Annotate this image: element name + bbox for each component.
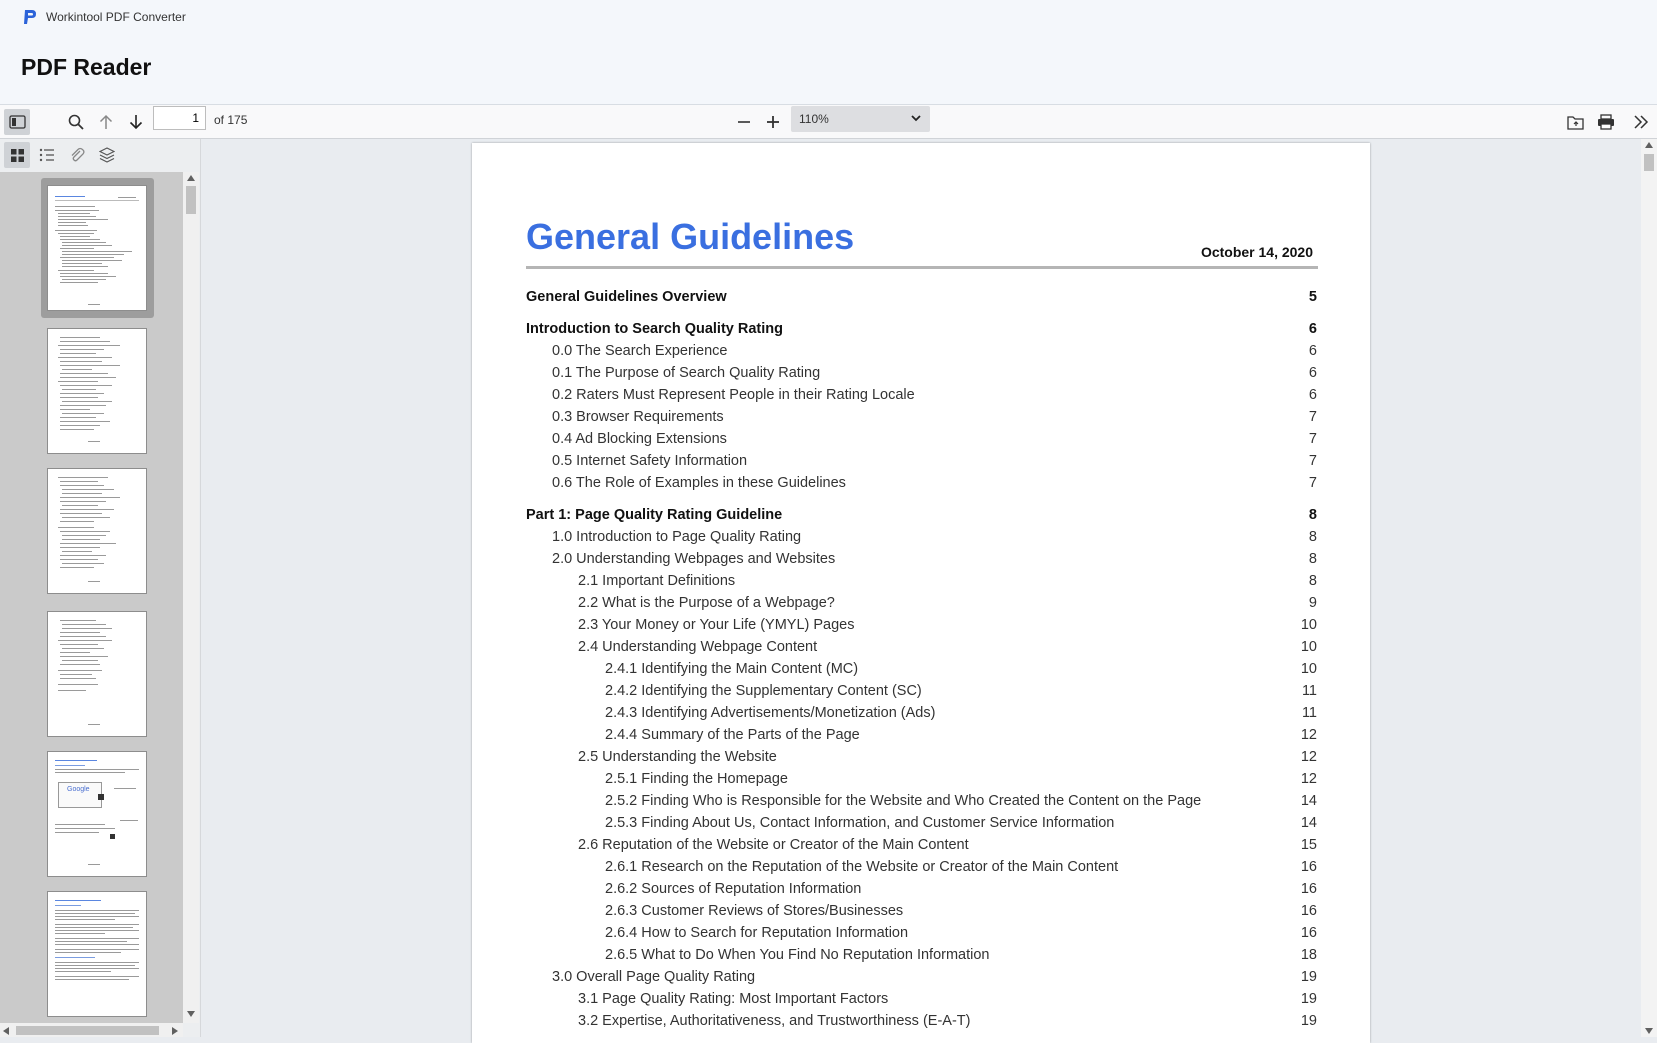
scrollbar-thumb[interactable]: [186, 186, 196, 214]
toc-entry-title: 2.4.2 Identifying the Supplementary Content (SC): [605, 683, 922, 699]
toc-entry-title: 3.1 Page Quality Rating: Most Important Factors: [578, 991, 889, 1007]
toc-entry[interactable]: [472, 859, 1370, 879]
toc-entry-page: 6: [1308, 387, 1317, 403]
toc-entry[interactable]: [472, 969, 1370, 989]
toc-entry-page: 10: [1300, 661, 1317, 677]
previous-page-button[interactable]: [93, 109, 119, 135]
toc-entry-title: 3.0 Overall Page Quality Rating: [552, 969, 756, 985]
toc-entry-title: 2.1 Important Definitions: [578, 573, 736, 589]
toc-entry[interactable]: [472, 837, 1370, 857]
thumbnail-page-6[interactable]: [47, 891, 147, 1017]
tools-button[interactable]: [1628, 109, 1654, 135]
toc-entry-page: 19: [1300, 1013, 1317, 1029]
toc-entry-title: 2.4.1 Identifying the Main Content (MC): [605, 661, 859, 677]
toc-entry-title: 0.5 Internet Safety Information: [552, 453, 748, 469]
toc-entry-title: 2.6.5 What to Do When You Find No Reputation Information: [605, 947, 990, 963]
toc-entry-title: 2.6.1 Research on the Reputation of the Website or Creator of the Main Content: [605, 859, 1119, 875]
toc-entry-title: General Guidelines Overview: [526, 289, 727, 305]
toc-entry-page: 7: [1308, 453, 1317, 469]
arrow-up-icon: [99, 114, 113, 130]
toc-entry[interactable]: [472, 771, 1370, 791]
toc-entry[interactable]: [472, 661, 1370, 681]
toc-entry-title: 0.3 Browser Requirements: [552, 409, 724, 425]
title-divider: [526, 266, 1318, 269]
thumbnail-list: [0, 172, 183, 1023]
toc-entry-page: 12: [1300, 727, 1317, 743]
toc-entry-title: 2.3 Your Money or Your Life (YMYL) Pages: [578, 617, 855, 633]
toc-entry-page: 7: [1308, 475, 1317, 491]
toc-entry-page: 8: [1308, 551, 1317, 567]
scroll-up-arrow-icon: [1645, 142, 1653, 148]
minus-icon: [737, 115, 751, 129]
toc-entry-page: 18: [1300, 947, 1317, 963]
toc-entry-title: 2.5.2 Finding Who is Responsible for the Website and Who Created the Content on the Page: [605, 793, 1202, 809]
toc-entry-title: 2.6 Reputation of the Website or Creator of the Main Content: [578, 837, 969, 853]
toc-entry-page: 19: [1300, 991, 1317, 1007]
document-date: October 14, 2020: [1200, 244, 1313, 260]
toc-entry-page: 7: [1308, 409, 1317, 425]
toc-entry[interactable]: [472, 529, 1370, 549]
toc-entry[interactable]: [472, 705, 1370, 725]
tab-thumbnails[interactable]: [4, 142, 30, 168]
toc-entry[interactable]: [472, 573, 1370, 593]
thumbnail-figure: [58, 782, 102, 808]
tab-outline[interactable]: [34, 142, 60, 168]
toc-entry[interactable]: [472, 683, 1370, 703]
toc-entry[interactable]: [472, 453, 1370, 473]
thumbnail-figure-text: Google: [67, 786, 90, 793]
toc-entry-page: 16: [1300, 859, 1317, 875]
scroll-down-arrow-icon: [1645, 1028, 1653, 1034]
toc-entry-page: 14: [1300, 815, 1317, 831]
toc-entry[interactable]: [472, 727, 1370, 747]
toc-entry-title: 2.6.4 How to Search for Reputation Information: [605, 925, 909, 941]
tab-attachments[interactable]: [64, 142, 90, 168]
toc-entry-page: 7: [1308, 431, 1317, 447]
toc-entry-title: 2.4.3 Identifying Advertisements/Monetization (Ads): [605, 705, 936, 721]
zoom-value: 110%: [799, 112, 829, 126]
toc-entry[interactable]: [472, 815, 1370, 835]
thumbnail-page-3[interactable]: [47, 468, 147, 594]
title-bar: [0, 0, 1657, 105]
open-file-button[interactable]: [1563, 109, 1589, 135]
zoom-select[interactable]: [791, 106, 930, 132]
toc-entry-title: 1.0 Introduction to Page Quality Rating: [552, 529, 802, 545]
next-page-button[interactable]: [123, 109, 149, 135]
toc-entry[interactable]: [472, 793, 1370, 813]
toc-entry-title: 2.4.4 Summary of the Parts of the Page: [605, 727, 860, 743]
toc-entry-title: 0.4 Ad Blocking Extensions: [552, 431, 727, 447]
toc-entry-title: Introduction to Search Quality Rating: [526, 321, 783, 337]
toc-entry-page: 12: [1300, 771, 1317, 787]
thumbnail-scrollbar[interactable]: [183, 172, 199, 1023]
page-number-input[interactable]: [153, 106, 206, 130]
toc-entry-title: 2.5 Understanding the Website: [578, 749, 777, 765]
toc-entry[interactable]: [472, 507, 1370, 527]
toc-entry[interactable]: [472, 925, 1370, 945]
print-icon: [1597, 114, 1615, 130]
toc-entry-title: 0.1 The Purpose of Search Quality Rating: [552, 365, 821, 381]
toc-entry-page: 9: [1308, 595, 1317, 611]
thumbnail-horizontal-scrollbar[interactable]: [0, 1023, 183, 1037]
zoom-out-button[interactable]: [731, 109, 757, 135]
arrow-down-icon: [129, 114, 143, 130]
thumbnail-page-4[interactable]: [47, 611, 147, 737]
scroll-right-arrow-icon: [172, 1027, 178, 1035]
page-total-label: of 175: [214, 113, 248, 127]
paperclip-icon: [69, 147, 85, 163]
plus-icon: [766, 115, 780, 129]
toc-entry-page: 10: [1300, 617, 1317, 633]
toc-entry-title: 2.5.1 Finding the Homepage: [605, 771, 788, 787]
toc-entry-title: 2.4 Understanding Webpage Content: [578, 639, 818, 655]
thumbnail-figure-icon: [110, 834, 115, 839]
toc-entry-page: 16: [1300, 903, 1317, 919]
scroll-down-arrow-icon: [187, 1011, 195, 1017]
search-button[interactable]: [63, 109, 89, 135]
toc-entry-title: 2.2 What is the Purpose of a Webpage?: [578, 595, 835, 611]
toc-entry-page: 16: [1300, 881, 1317, 897]
print-button[interactable]: [1593, 109, 1619, 135]
list-icon: [39, 148, 55, 162]
toc-entry-page: 6: [1308, 343, 1317, 359]
zoom-in-button[interactable]: [760, 109, 786, 135]
toc-entry-page: 14: [1300, 793, 1317, 809]
toc-entry[interactable]: [472, 639, 1370, 659]
open-file-icon: [1567, 114, 1585, 130]
chevron-down-icon: [910, 110, 922, 126]
toc-entry[interactable]: [472, 881, 1370, 901]
thumbnail-figure-icon: [98, 794, 104, 800]
toc-entry-title: 2.6.2 Sources of Reputation Information: [605, 881, 862, 897]
toc-entry-page: 16: [1300, 925, 1317, 941]
toc-entry[interactable]: [472, 617, 1370, 637]
sidebar-tabs: [0, 139, 200, 169]
toc-entry[interactable]: [472, 991, 1370, 1011]
toc-entry-page: 15: [1300, 837, 1317, 853]
sidebar-toggle-icon: [9, 115, 26, 129]
toc-entry-page: 19: [1300, 969, 1317, 985]
toc-entry-title: 2.5.3 Finding About Us, Contact Information, and Customer Service Information: [605, 815, 1115, 831]
toc-entry-title: 0.0 The Search Experience: [552, 343, 728, 359]
toc-entry-page: 8: [1308, 529, 1317, 545]
toc-entry-page: 5: [1308, 289, 1317, 305]
double-chevron-right-icon: [1633, 115, 1649, 129]
toc-entry-title: 2.6.3 Customer Reviews of Stores/Businesses: [605, 903, 904, 919]
toc-entry[interactable]: [472, 431, 1370, 451]
toc-entry[interactable]: [472, 947, 1370, 967]
scroll-up-arrow-icon: [187, 175, 195, 181]
toc-entry-page: 11: [1301, 683, 1317, 699]
toc-entry-title: 0.2 Raters Must Represent People in their Rating Locale: [552, 387, 915, 403]
toc-entry-page: 8: [1308, 507, 1317, 523]
toc-entry-page: 6: [1308, 321, 1317, 337]
toc-entry-page: 8: [1308, 573, 1317, 589]
grid-icon: [10, 148, 25, 163]
app-logo-icon: [22, 8, 38, 26]
pdf-page: [472, 143, 1370, 1043]
toc-entry-title: 2.0 Understanding Webpages and Websites: [552, 551, 836, 567]
thumbnail-page-2[interactable]: [47, 328, 147, 454]
toc-entry-title: 0.6 The Role of Examples in these Guidelines: [552, 475, 846, 491]
thumbnail-page-1[interactable]: [47, 185, 147, 311]
viewer-scrollbar-thumb[interactable]: [1644, 154, 1654, 171]
toc-entry[interactable]: [472, 1013, 1370, 1033]
toc-entry-title: 3.2 Expertise, Authoritativeness, and Trustworthiness (E-A-T): [578, 1013, 971, 1029]
horizontal-scrollbar-thumb[interactable]: [16, 1026, 159, 1035]
thumbnail-sidebar: [0, 139, 201, 1037]
toc-entry[interactable]: [472, 475, 1370, 495]
toc-entry[interactable]: [472, 289, 1370, 309]
toc-entry[interactable]: [472, 321, 1370, 341]
sidebar-toggle-button[interactable]: [4, 109, 30, 135]
toc-entry[interactable]: [472, 903, 1370, 923]
toc-entry[interactable]: [472, 595, 1370, 615]
toc-entry[interactable]: [472, 343, 1370, 363]
toc-entry[interactable]: [472, 409, 1370, 429]
toc-entry[interactable]: [472, 365, 1370, 385]
page-title: PDF Reader: [21, 54, 152, 80]
toc-entry[interactable]: [472, 387, 1370, 407]
toc-entry[interactable]: [472, 551, 1370, 571]
tab-layers[interactable]: [94, 142, 120, 168]
toc-entry[interactable]: [472, 749, 1370, 769]
thumbnail-page-5[interactable]: [47, 751, 147, 877]
layers-icon: [99, 147, 115, 163]
search-icon: [68, 114, 84, 130]
toc-entry-page: 10: [1300, 639, 1317, 655]
toc-entry-page: 12: [1300, 749, 1317, 765]
toc-entry-page: 6: [1308, 365, 1317, 381]
document-title: General Guidelines: [526, 216, 855, 257]
scroll-left-arrow-icon: [3, 1027, 9, 1035]
toc-entry-title: Part 1: Page Quality Rating Guideline: [526, 507, 783, 523]
viewer-scrollbar[interactable]: [1641, 139, 1657, 1037]
app-name: Workintool PDF Converter: [46, 10, 186, 24]
toc-entry-page: 11: [1301, 705, 1317, 721]
